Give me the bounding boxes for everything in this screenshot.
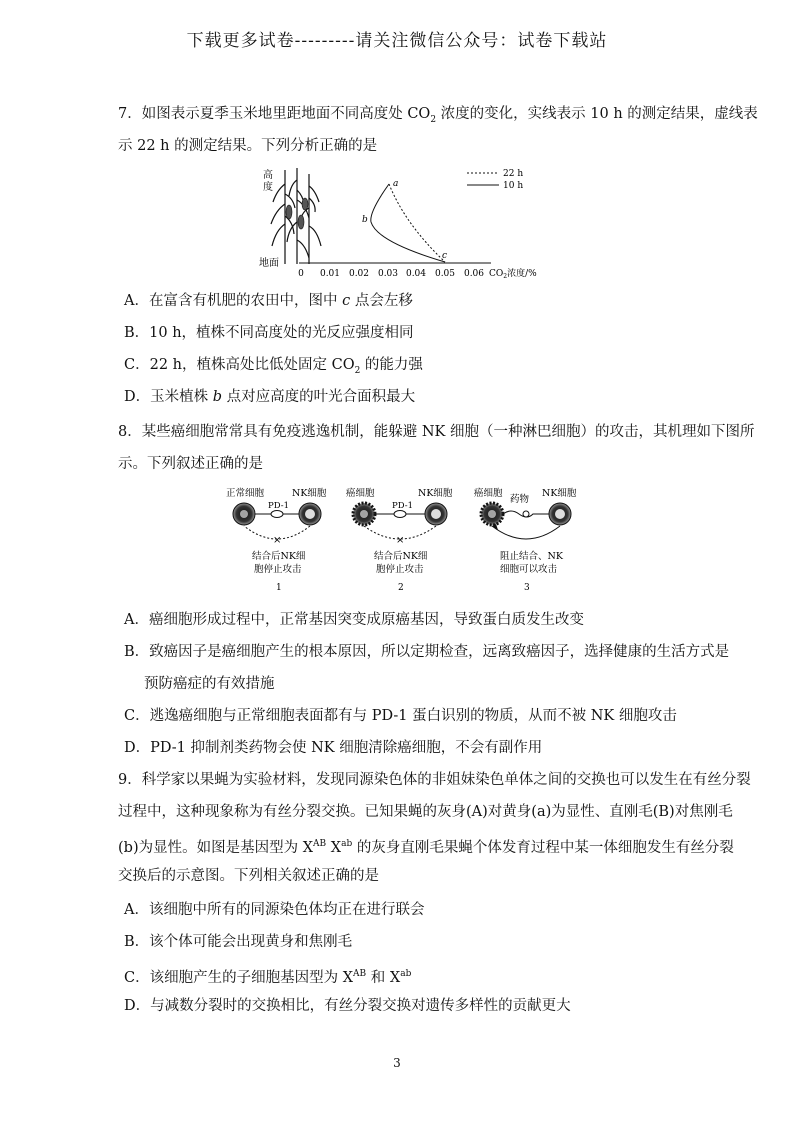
p2-number: 2 [398, 583, 404, 593]
p3-right-label: NK细胞 [542, 488, 577, 499]
p3-drug-label: 药物 [510, 494, 530, 505]
q9-line3: (b)为显性。如图是基因型为 $X^{AB}$ $X^{ab}$ 的灰身直刚毛果蝇个体发育过程中某一体细胞发生有丝分裂 [118, 839, 734, 856]
q7-option-b: B．10 h，植株不同高度处的光反应强度相同 [124, 325, 414, 341]
p1-caption-1: 结合后NK细 [252, 551, 306, 562]
fig7-point-a: a [393, 179, 399, 189]
q7-line1: 7．如图表示夏季玉米地里距地面不同高度处 $CO_2$ 浓度的变化，实线表示 10 h 的测定结果，虚线表 [118, 106, 758, 125]
legend-10h-label: 10 h [503, 181, 524, 191]
q8-line1: 8．某些癌细胞常常具有免疫逃逸机制，能躲避 NK 细胞（一种淋巴细胞）的攻击，其机理如下图所 [118, 424, 755, 440]
q8-option-c: C．逃逸癌细胞与正常细胞表面都有与 PD-1 蛋白识别的物质，从而不被 NK 细胞攻击 [124, 708, 677, 724]
q9-option-a: A．该细胞中所有的同源染色体均正在进行联会 [124, 902, 425, 918]
q7-option-c: C．22 h，植株高处比低处固定 $CO_2$ 的能力强 [124, 357, 423, 376]
p2-caption-2: 胞停止攻击 [376, 564, 424, 575]
legend-22h-label: 22 h [503, 169, 524, 179]
drug-icon [523, 511, 529, 517]
fig7-xtick-0: 0 [298, 269, 304, 279]
corn-plants-illustration [271, 168, 321, 264]
curve-22h [389, 184, 448, 262]
fig7-xlabel: $CO_2$浓度/% [489, 269, 537, 280]
q9-line4: 交换后的示意图。下列相关叙述正确的是 [118, 868, 379, 884]
fig7-xtick-3: 0.03 [377, 269, 399, 279]
fig7-xtick-1: 0.01 [319, 269, 341, 279]
q8-line2: 示。下列叙述正确的是 [118, 456, 263, 472]
fig7-xtick-4: 0.04 [405, 269, 427, 279]
q7-option-a: A．在富含有机肥的农田中，图中 c 点会左移 [124, 293, 413, 309]
svg-text:×: × [396, 535, 405, 546]
q9-option-d: D．与减数分裂时的交换相比，有丝分裂交换对遗传多样性的贡献更大 [124, 998, 571, 1014]
p3-caption-1: 阻止结合、NK [500, 551, 563, 562]
p2-pd1-label: PD-1 [392, 501, 413, 511]
q7-figure [255, 164, 555, 280]
q8-option-a: A．癌细胞形成过程中，正常基因突变成原癌基因，导致蛋白质发生改变 [124, 612, 584, 628]
page-number: 3 [393, 1056, 401, 1070]
q8-figure [224, 484, 594, 596]
p1-number: 1 [276, 583, 282, 593]
p3-number: 3 [524, 583, 530, 593]
fig7-ylabel-2: 度 [263, 182, 273, 193]
p1-right-label: NK细胞 [292, 488, 327, 499]
p1-left-label: 正常细胞 [226, 488, 265, 499]
fig7-xtick-6: 0.06 [463, 269, 485, 279]
fig7-ground-label: 地面 [259, 258, 279, 269]
fig8-panel-2 [346, 487, 453, 593]
fig7-point-c: c [442, 251, 448, 261]
p2-left-label: 癌细胞 [346, 488, 375, 499]
p1-caption-2: 胞停止攻击 [254, 564, 302, 575]
q7-line2: 示 22 h 的测定结果。下列分析正确的是 [118, 138, 378, 154]
p1-pd1-label: PD-1 [268, 501, 289, 511]
q9-line2: 过程中，这种现象称为有丝分裂交换。已知果蝇的灰身(A)对黄身(a)为显性、直刚毛(B)对焦刚毛 [118, 804, 733, 820]
q8-option-b-line1: B．致癌因子是癌细胞产生的根本原因，所以定期检查，远离致癌因子，选择健康的生活方式是 [124, 644, 730, 660]
q8-option-b-line2: 预防癌症的有效措施 [144, 676, 275, 692]
q9-option-b: B．该个体可能会出现黄身和焦刚毛 [124, 934, 353, 950]
page-header: 下载更多试卷---------请关注微信公众号：试卷下载站 [186, 31, 608, 51]
q7-option-d: D．玉米植株 b 点对应高度的叶光合面积最大 [124, 389, 416, 405]
fig7-ylabel-1: 高 [263, 170, 273, 181]
p2-caption-1: 结合后NK细 [374, 551, 428, 562]
p2-right-label: NK细胞 [418, 488, 453, 499]
fig7-point-b: b [362, 215, 368, 225]
q9-option-c: C．该细胞产生的子细胞基因型为 $X^{AB}$ 和 $X^{ab}$ [124, 969, 412, 986]
fig7-xtick-5: 0.05 [434, 269, 456, 279]
q8-option-d: D．PD-1 抑制剂类药物会使 NK 细胞清除癌细胞，不会有副作用 [124, 740, 543, 756]
fig7-xtick-2: 0.02 [348, 269, 370, 279]
p3-left-label: 癌细胞 [474, 488, 503, 499]
fig8-panel-1 [226, 487, 327, 593]
svg-text:×: × [273, 535, 282, 546]
p3-caption-2: 细胞可以攻击 [500, 564, 558, 575]
q9-line1: 9．科学家以果蝇为实验材料，发现同源染色体的非姐妹染色单体之间的交换也可以发生在有丝分裂 [118, 772, 751, 788]
fig8-panel-3 [474, 487, 577, 593]
